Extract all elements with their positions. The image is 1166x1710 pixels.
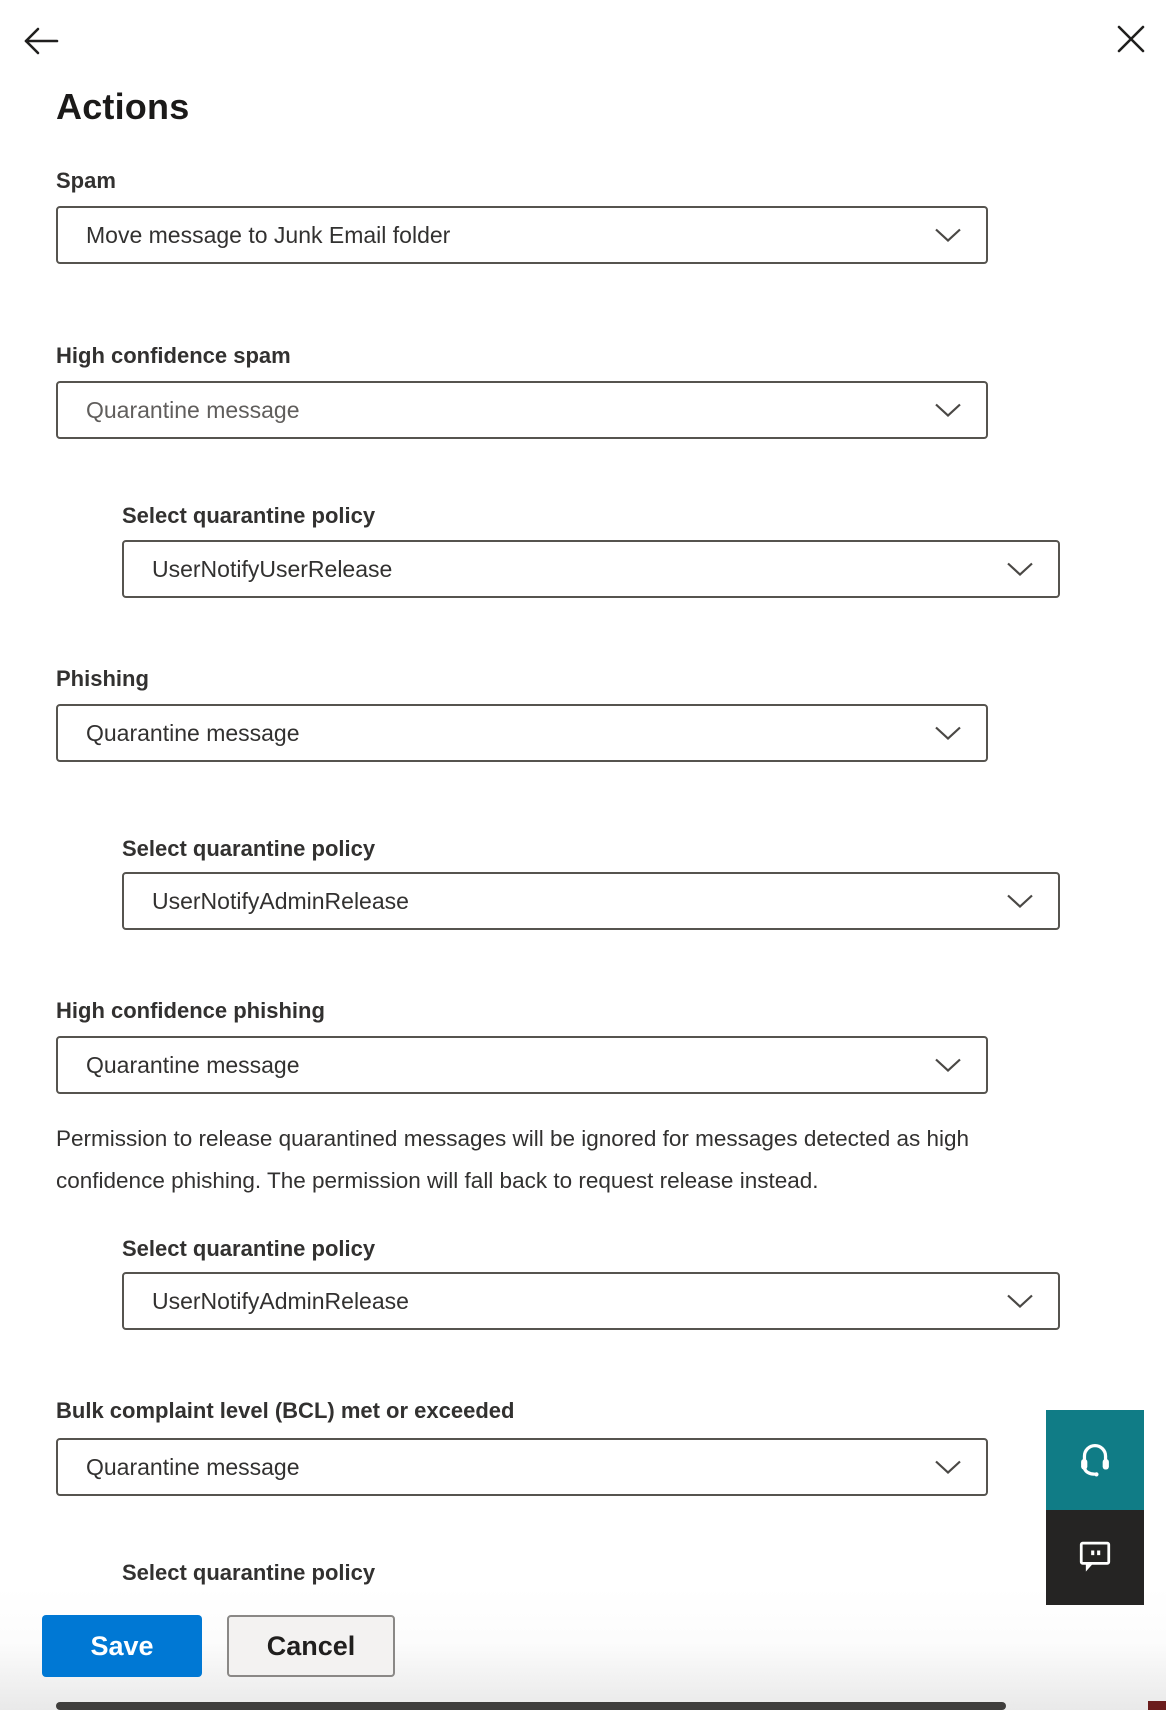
phishing-action-dropdown[interactable] bbox=[56, 704, 988, 762]
back-arrow-icon bbox=[22, 46, 60, 61]
spam-label: Spam bbox=[56, 168, 116, 193]
bcl-label: Bulk complaint level (BCL) met or exceeded bbox=[56, 1398, 515, 1423]
panel-footer bbox=[0, 1586, 1166, 1710]
chevron-down-icon bbox=[934, 720, 962, 747]
help-button[interactable] bbox=[1046, 1410, 1144, 1510]
hcs-quarantine-policy-dropdown[interactable] bbox=[122, 540, 1060, 598]
hcs-quarantine-policy-value: UserNotifyUserRelease bbox=[152, 555, 393, 582]
phishing-label: Phishing bbox=[56, 666, 149, 691]
hcp-release-note: Permission to release quarantined messages will be ignored for messages detected as high confidence phishing. The permission will fall back to request release instead. bbox=[56, 1126, 970, 1193]
bcl-action-value: Quarantine message bbox=[86, 1453, 300, 1480]
phishing-quarantine-policy-value: UserNotifyAdminRelease bbox=[152, 887, 409, 914]
chevron-down-icon bbox=[934, 1052, 962, 1079]
assistance-button-stack bbox=[1046, 1410, 1144, 1605]
horizontal-scrollbar-thumb[interactable] bbox=[56, 1702, 1006, 1710]
spam-action-value: Move message to Junk Email folder bbox=[86, 221, 451, 248]
phishing-action-value: Quarantine message bbox=[86, 719, 300, 746]
high-confidence-phishing-action-value: Quarantine message bbox=[86, 1051, 300, 1078]
spam-action-dropdown[interactable] bbox=[56, 206, 988, 264]
chevron-down-icon bbox=[934, 222, 962, 249]
phishing-quarantine-policy-dropdown[interactable] bbox=[122, 872, 1060, 930]
headset-icon bbox=[1072, 1436, 1118, 1485]
chevron-down-icon bbox=[1006, 556, 1034, 583]
chevron-down-icon bbox=[934, 1454, 962, 1481]
high-confidence-phishing-label: High confidence phishing bbox=[56, 998, 325, 1023]
hcp-quarantine-policy-value: UserNotifyAdminRelease bbox=[152, 1287, 409, 1314]
high-confidence-phishing-action-dropdown[interactable] bbox=[56, 1036, 988, 1094]
back-button[interactable] bbox=[22, 24, 60, 58]
hcs-quarantine-policy-label: Select quarantine policy bbox=[122, 503, 376, 528]
bcl-action-dropdown[interactable] bbox=[56, 1438, 988, 1496]
high-confidence-spam-action-value: Quarantine message bbox=[86, 396, 300, 423]
chevron-down-icon bbox=[934, 397, 962, 424]
close-icon bbox=[1115, 43, 1147, 58]
save-button[interactable]: Save bbox=[42, 1615, 202, 1677]
chevron-down-icon bbox=[1006, 888, 1034, 915]
page-title: Actions bbox=[56, 86, 190, 127]
high-confidence-spam-label: High confidence spam bbox=[56, 343, 291, 368]
high-confidence-spam-action-dropdown[interactable] bbox=[56, 381, 988, 439]
feedback-speech-bubble-icon bbox=[1073, 1534, 1117, 1581]
hcp-quarantine-policy-label: Select quarantine policy bbox=[122, 1236, 376, 1261]
phishing-quarantine-policy-label: Select quarantine policy bbox=[122, 836, 376, 861]
feedback-button[interactable] bbox=[1046, 1510, 1144, 1605]
close-button[interactable] bbox=[1114, 22, 1148, 56]
hcp-quarantine-policy-dropdown[interactable] bbox=[122, 1272, 1060, 1330]
chevron-down-icon bbox=[1006, 1288, 1034, 1315]
cancel-button[interactable]: Cancel bbox=[227, 1615, 395, 1677]
bcl-quarantine-policy-label: Select quarantine policy bbox=[122, 1560, 376, 1585]
corner-fragment bbox=[1148, 1701, 1166, 1710]
